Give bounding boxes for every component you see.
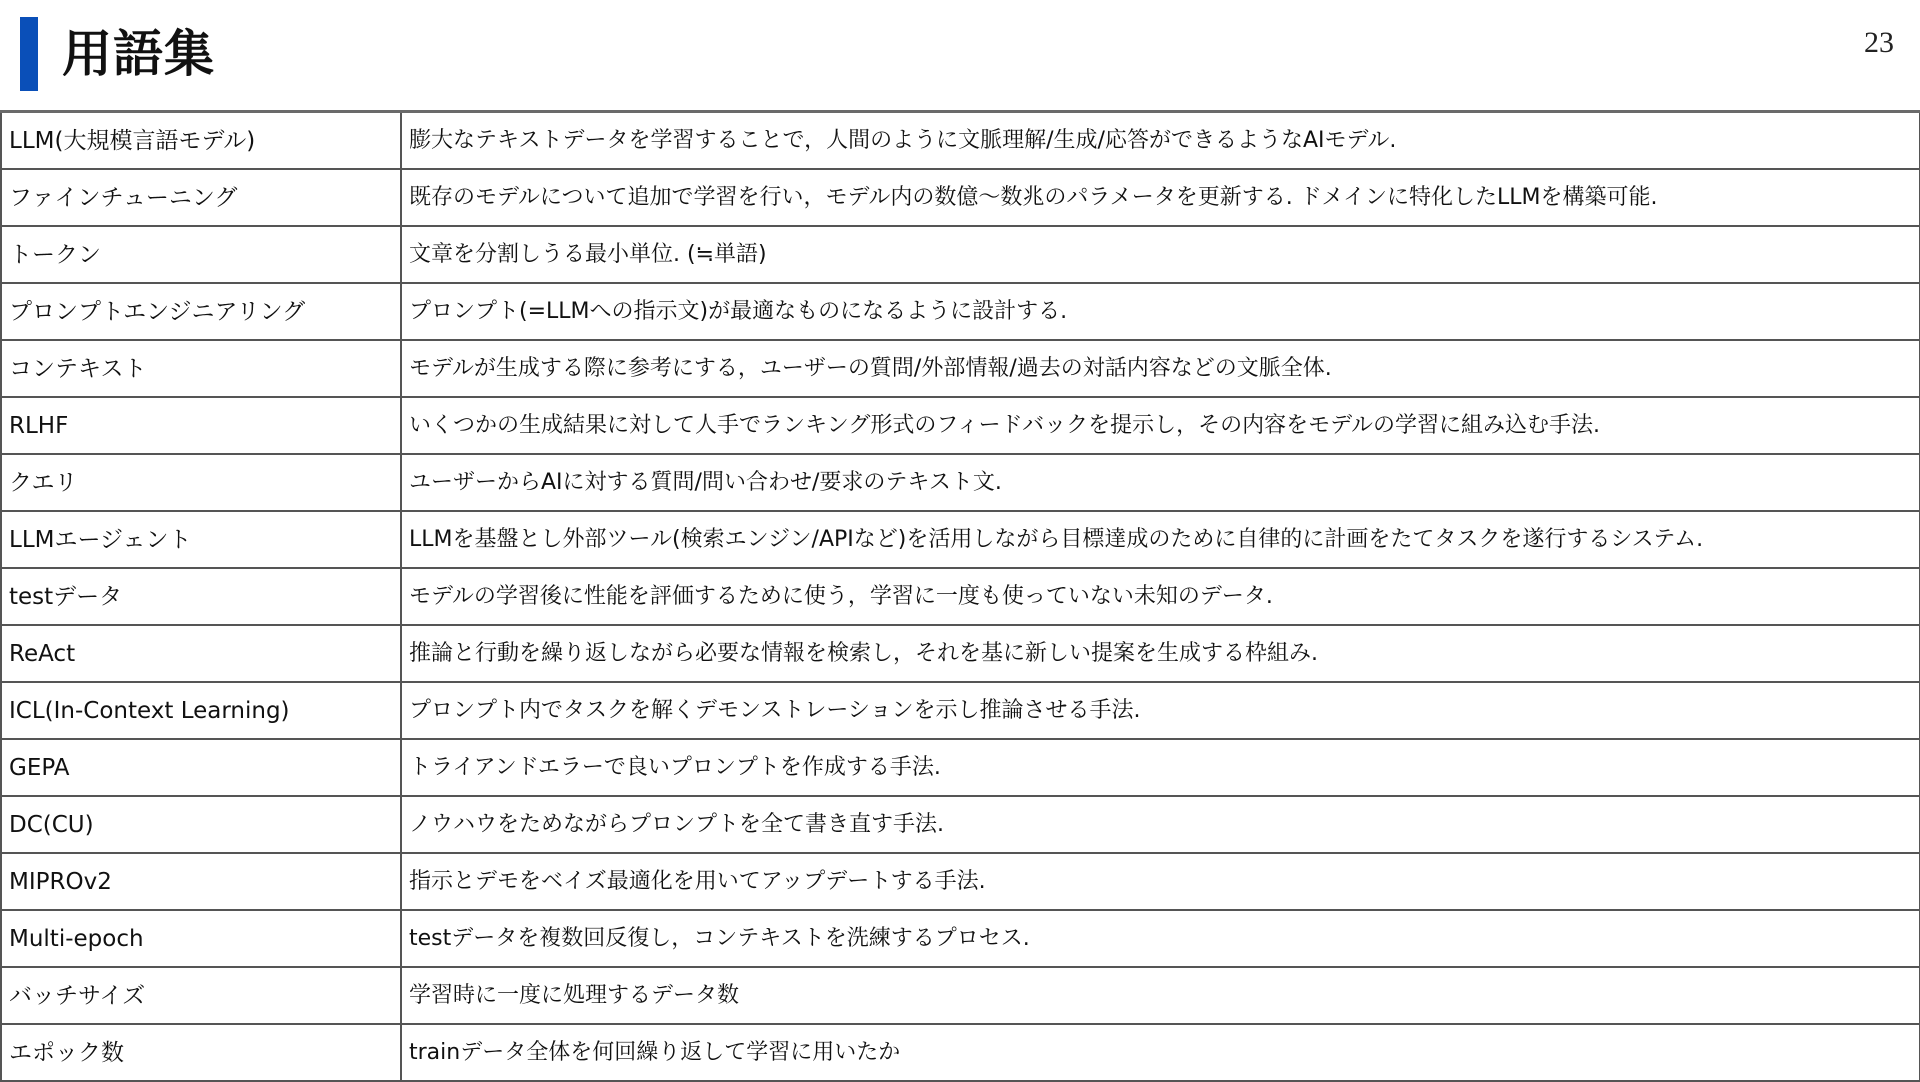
page-title: 用語集 xyxy=(62,25,215,83)
definition-cell: 膨大なテキストデータを学習することで，人間のように文脈理解/生成/応答ができるようなAIモデル. xyxy=(401,112,1920,170)
table-row xyxy=(1,169,1920,226)
definition-cell: 推論と行動を繰り返しながら必要な情報を検索し，それを基に新しい提案を生成する枠組み. xyxy=(401,625,1920,682)
term-cell: testデータ xyxy=(1,568,401,625)
table-row xyxy=(1,1024,1920,1081)
table-row xyxy=(1,739,1920,796)
term-cell: トークン xyxy=(1,226,401,283)
table-row xyxy=(1,454,1920,511)
term-cell: クエリ xyxy=(1,454,401,511)
table-row xyxy=(1,625,1920,682)
title-accent-bar xyxy=(20,17,38,91)
term-cell: RLHF xyxy=(1,397,401,454)
definition-cell: testデータを複数回反復し，コンテキストを洗練するプロセス. xyxy=(401,910,1920,967)
definition-cell: ユーザーからAIに対する質問/問い合わせ/要求のテキスト文. xyxy=(401,454,1920,511)
term-cell: バッチサイズ xyxy=(1,967,401,1024)
table-row xyxy=(1,853,1920,910)
definition-cell: ノウハウをためながらプロンプトを全て書き直す手法. xyxy=(401,796,1920,853)
table-row xyxy=(1,568,1920,625)
table-row xyxy=(1,511,1920,568)
term-cell: ICL(In-Context Learning) xyxy=(1,682,401,739)
term-cell: LLM(大規模言語モデル) xyxy=(1,112,401,170)
table-row xyxy=(1,226,1920,283)
table-row xyxy=(1,910,1920,967)
term-cell: LLMエージェント xyxy=(1,511,401,568)
table-row xyxy=(1,112,1920,170)
table-row xyxy=(1,967,1920,1024)
term-cell: DC(CU) xyxy=(1,796,401,853)
definition-cell: LLMを基盤とし外部ツール(検索エンジン/APIなど)を活用しながら目標達成のために自律的に計画をたてタスクを遂行するシステム. xyxy=(401,511,1920,568)
term-cell: ReAct xyxy=(1,625,401,682)
table-row xyxy=(1,283,1920,340)
table-row xyxy=(1,796,1920,853)
definition-cell: トライアンドエラーで良いプロンプトを作成する手法. xyxy=(401,739,1920,796)
term-cell: ファインチューニング xyxy=(1,169,401,226)
definition-cell: プロンプト内でタスクを解くデモンストレーションを示し推論させる手法. xyxy=(401,682,1920,739)
definition-cell: trainデータ全体を何回繰り返して学習に用いたか xyxy=(401,1024,1920,1081)
term-cell: MIPROv2 xyxy=(1,853,401,910)
definition-cell: 既存のモデルについて追加で学習を行い，モデル内の数億～数兆のパラメータを更新する. ドメインに特化したLLMを構築可能. xyxy=(401,169,1920,226)
table-row xyxy=(1,397,1920,454)
term-cell: コンテキスト xyxy=(1,340,401,397)
table-row xyxy=(1,682,1920,739)
term-cell: エポック数 xyxy=(1,1024,401,1081)
definition-cell: プロンプト(=LLMへの指示文)が最適なものになるように設計する. xyxy=(401,283,1920,340)
definition-cell: モデルの学習後に性能を評価するために使う，学習に一度も使っていない未知のデータ. xyxy=(401,568,1920,625)
page-number: 23 xyxy=(1864,26,1894,59)
table-row xyxy=(1,340,1920,397)
definition-cell: 学習時に一度に処理するデータ数 xyxy=(401,967,1920,1024)
definition-cell: 指示とデモをベイズ最適化を用いてアップデートする手法. xyxy=(401,853,1920,910)
term-cell: Multi-epoch xyxy=(1,910,401,967)
definition-cell: 文章を分割しうる最小単位. (≒単語) xyxy=(401,226,1920,283)
term-cell: GEPA xyxy=(1,739,401,796)
term-cell: プロンプトエンジニアリング xyxy=(1,283,401,340)
definition-cell: いくつかの生成結果に対して人手でランキング形式のフィードバックを提示し，その内容をモデルの学習に組み込む手法. xyxy=(401,397,1920,454)
glossary-table xyxy=(0,110,1920,1082)
definition-cell: モデルが生成する際に参考にする，ユーザーの質問/外部情報/過去の対話内容などの文脈全体. xyxy=(401,340,1920,397)
